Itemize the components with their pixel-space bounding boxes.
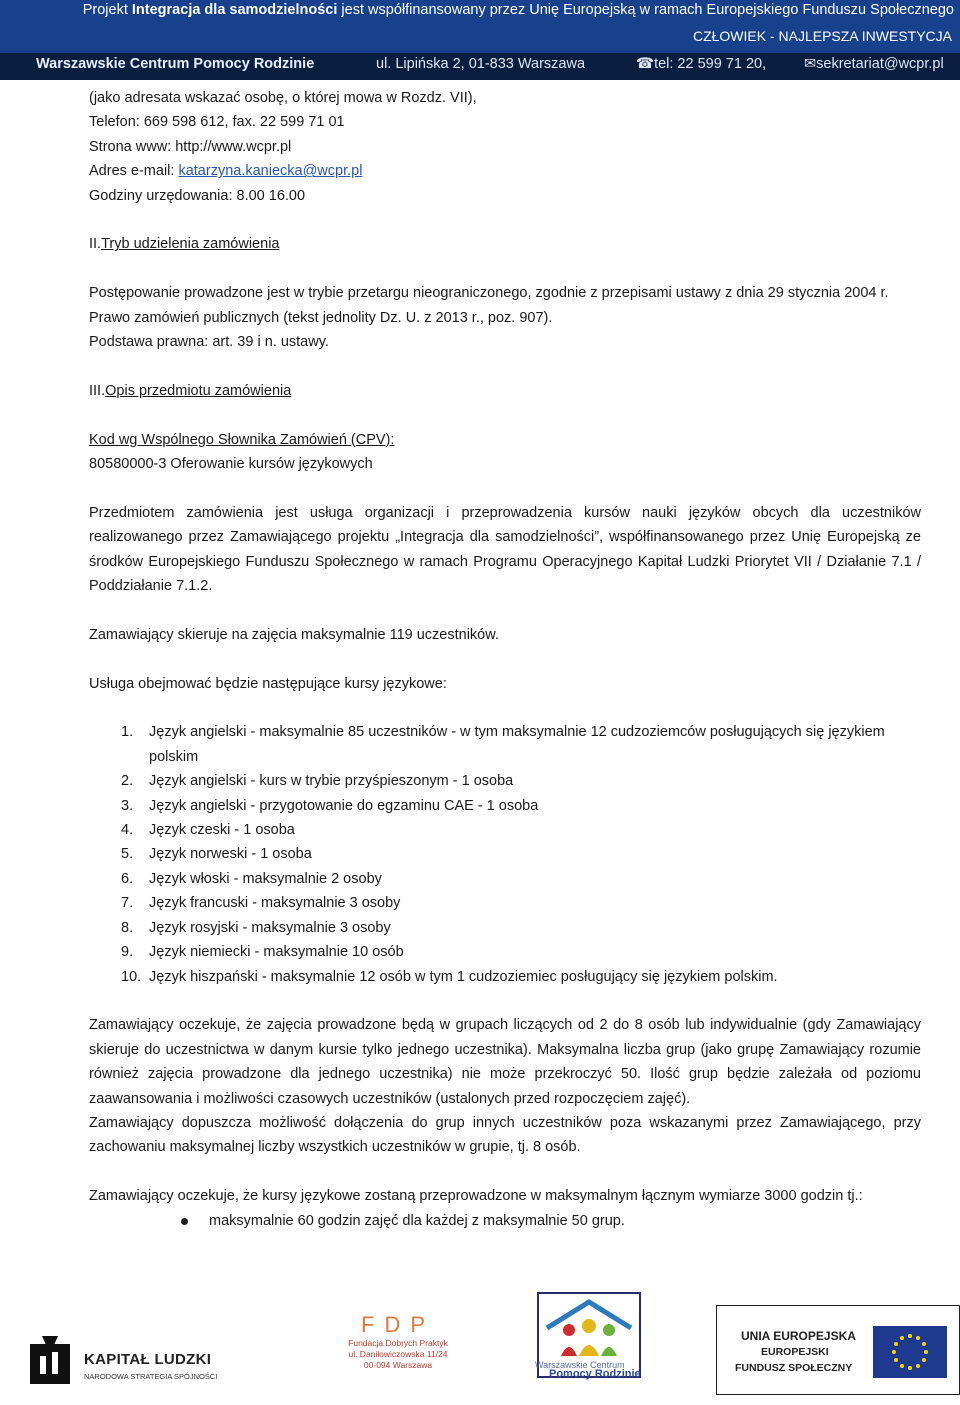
wcpr-caption-top: Warszawskie Centrum	[535, 1360, 625, 1370]
list-item: 5. Język norweski - 1 osoba	[121, 846, 312, 863]
document-body	[89, 86, 921, 1233]
max-participants: Zamawiający skieruje na zajęcia maksymalnie 119 uczestników.	[89, 626, 499, 643]
list-item: 10. Język hiszpański - maksymalnie 12 osób w tym 1 cudzoziemiec posługujący się językiem polskim.	[121, 968, 778, 985]
org-phone: ☎tel: 22 599 71 20,	[636, 56, 767, 72]
cpv-code: 80580000-3 Oferowanie kursów językowych	[89, 456, 373, 473]
join-paragraph: Zamawiający dopuszcza możliwość dołączenia do grup innych uczestników poza wskazanymi przez Zamawiającego, przy zachowaniu maksymalnej liczby wszystkich uczestników w grupie, tj. 8 osób.	[89, 1114, 921, 1156]
fdp-logo: FDP Fundacja Dobrych Praktyk ul. Daniłowiczowska 11/24 00-094 Warszawa	[348, 1312, 448, 1370]
org-address: ul. Lipińska 2, 01-833 Warszawa	[376, 56, 586, 72]
bullet-icon	[181, 1218, 188, 1225]
email-link[interactable]: katarzyna.kaniecka@wcpr.pl	[178, 163, 363, 180]
cpv-label: Kod wg Wspólnego Słownika Zamówień (CPV):	[89, 431, 395, 448]
list-item: 1. Język angielski - maksymalnie 85 uczestników - w tym maksymalnie 12 cudzoziemców posługujących się językiem polskim	[121, 724, 885, 765]
section-2-heading: II.Tryb udzielenia zamówienia	[89, 236, 280, 253]
org-strip	[0, 53, 960, 80]
section-2-basis: Podstawa prawna: art. 39 i n. ustawy.	[89, 334, 329, 351]
section-3-heading: III.Opis przedmiotu zamówienia	[89, 382, 292, 399]
courses-intro: Usługa obejmować będzie następujące kursy językowe:	[89, 675, 447, 692]
list-item: maksymalnie 60 godzin zajęć dla każdej z maksymalnie 50 grup.	[89, 1209, 921, 1233]
section-2-body: Postępowanie prowadzone jest w trybie przetargu nieograniczonego, zgodnie z przepisami ustawy z dnia 29 stycznia 2004 r. Prawo zamówień publicznych (tekst jednolity Dz. U. z 2013 r., poz. 907).	[89, 285, 889, 326]
list-item: 9. Język niemiecki - maksymalnie 10 osób	[121, 944, 404, 961]
project-info	[52, 2, 954, 18]
project-name: Integracja dla samodzielności	[131, 2, 338, 18]
list-item: 3. Język angielski - przygotowanie do egzaminu CAE - 1 osoba	[121, 797, 539, 814]
contact-website: Strona www: http://www.wcpr.pl	[89, 138, 292, 155]
eu-flag-icon	[873, 1326, 947, 1378]
house-family-icon	[539, 1294, 639, 1364]
hours-paragraph: Zamawiający oczekuje, że kursy językowe zostaną przeprowadzone w maksymalnym łącznym wymiarze 3000 godzin tj.:	[89, 1188, 863, 1205]
list-item: 7. Język francuski - maksymalnie 3 osoby	[121, 895, 401, 912]
course-list	[89, 720, 921, 988]
org-name: Warszawskie Centrum Pomocy Rodzinie	[36, 56, 315, 72]
contact-note: (jako adresata wskazać osobę, o której mowa w Rozdz. VII),	[89, 90, 477, 106]
contact-email: Adres e-mail: katarzyna.kaniecka@wcpr.pl	[89, 163, 363, 180]
slogan: CZŁOWIEK - NAJLEPSZA INWESTYCJA	[692, 28, 952, 44]
subject-paragraph: Przedmiotem zamówienia jest usługa organizacji i przeprowadzenia kursów nauki języków obcych dla uczestników realizowanego przez Zamawiającego projektu „Integracja dla samodzielności”, współfinansowanego przez Unię Europejską ze środków Europejskiego Funduszu Społecznego w ramach Programu Operacyjnego Kapitał Ludzki Priorytet VII / Działanie 7.1 / Poddziałanie 7.1.2.	[89, 504, 921, 595]
contact-hours: Godziny urzędowania: 8.00 16.00	[89, 187, 306, 204]
kapital-ludzki-icon	[28, 1334, 74, 1390]
eu-logo: UNIA EUROPEJSKA EUROPEJSKI FUNDUSZ SPOŁECZNY	[716, 1305, 960, 1395]
project-prefix: Projekt	[82, 2, 132, 18]
list-item: 4. Język czeski - 1 osoba	[121, 822, 295, 839]
hours-list	[89, 1209, 921, 1233]
contact-phone: Telefon: 669 598 612, fax. 22 599 71 01	[89, 114, 345, 131]
page-header	[0, 0, 960, 53]
footer-logos	[0, 1288, 960, 1405]
list-item: 8. Język rosyjski - maksymalnie 3 osoby	[121, 919, 391, 936]
envelope-icon: ✉	[804, 56, 817, 72]
groups-paragraph: Zamawiający oczekuje, że zajęcia prowadzone będą w grupach liczących od 2 do 8 osób lub indywidualnie (gdy Zamawiający skieruje do uczestnictwa w danym kursie tylko jednego uczestnika). Maksymalna liczba grup (jako grupę Zamawiający rozumie również zajęcia prowadzone dla jednego uczestnika) nie może przekroczyć 50. Ilość grup będzie zależała od poziomu zaawansowania i możliwości czasowych uczestników (ustalonych przed rozpoczęciem zajęć).	[89, 1017, 921, 1107]
list-item: 2. Język angielski - kurs w trybie przyśpieszonym - 1 osoba	[121, 773, 514, 790]
wcpr-caption: Pomocy Rodzinie	[549, 1368, 641, 1380]
list-item: 6. Język włoski - maksymalnie 2 osoby	[121, 870, 382, 887]
phone-icon: ☎	[636, 56, 655, 72]
kapital-ludzki-logo: KAPITAŁ LUDZKI NARODOWA STRATEGIA SPÓJNOŚCI	[28, 1334, 228, 1390]
project-suffix: jest współfinansowany przez Unię Europejską w ramach Europejskiego Funduszu Społecznego	[337, 2, 954, 18]
org-email[interactable]: ✉sekretariat@wcpr.pl	[804, 56, 944, 72]
